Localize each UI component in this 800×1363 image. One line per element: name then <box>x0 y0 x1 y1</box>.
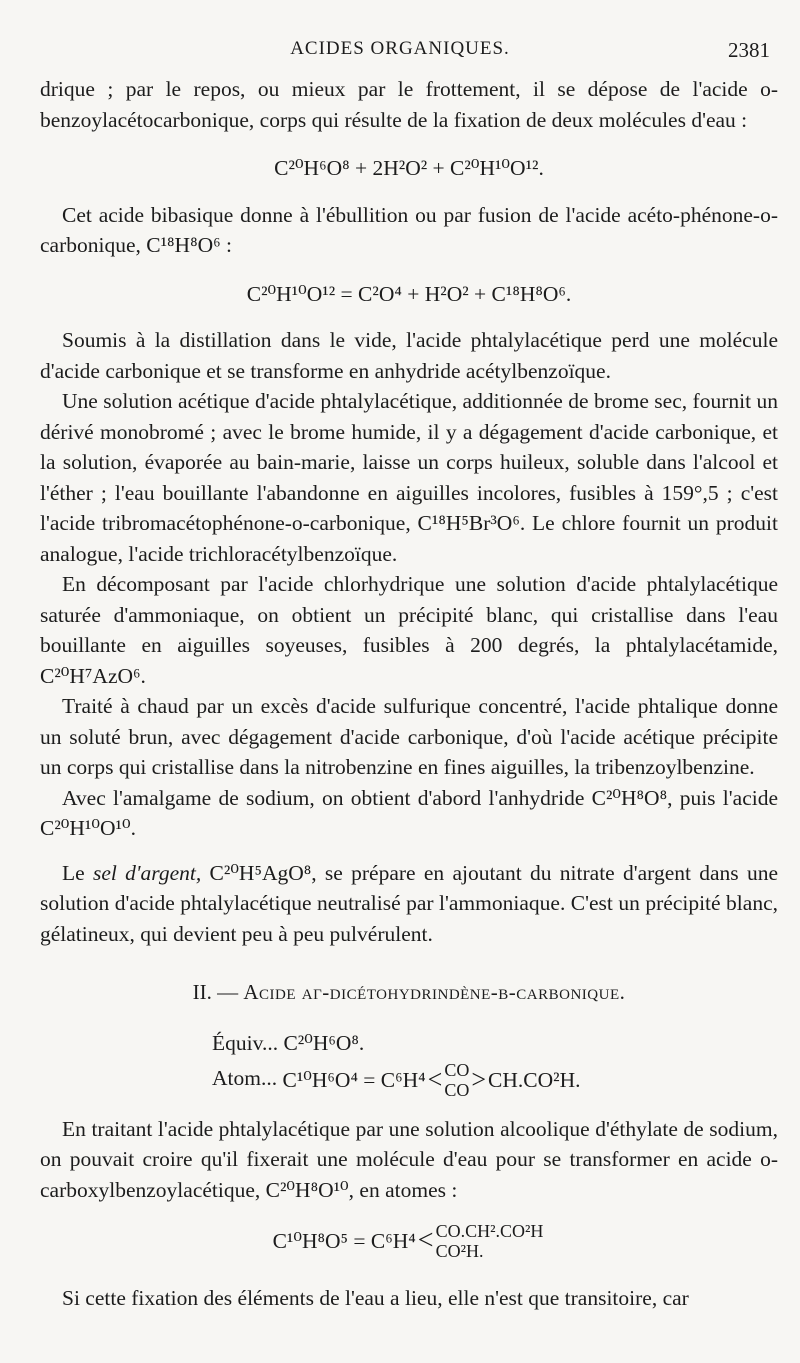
page-body <box>40 74 778 1314</box>
section-title: Acide αγ-dicétohydrindène-β-carbonique. <box>243 980 626 1004</box>
paragraph-2: Cet acide bibasique donne à l'ébullition ou par fusion de l'acide acéto-phénone-o-carbonique, C¹⁸H⁸O⁶ : <box>40 202 778 257</box>
equiv-line <box>212 1026 778 1060</box>
paragraph-7: Avec l'amalgame de sodium, on obtient d'abord l'anhydride C²⁰H⁸O⁸, puis l'acide C²⁰H¹⁰O¹⁰. <box>40 785 778 840</box>
paragraph-9: En traitant l'acide phtalylacétique par une solution alcoolique d'éthylate de sodium, on pouvait croire qu'il fixerait une molécule d'eau pour se transformer en acide o-carboxylbenzoylacétique, C²⁰H⁸O¹⁰, en atomes : <box>40 1116 778 1202</box>
right-angle-icon: > <box>471 1064 487 1094</box>
co-bottom: CO <box>444 1079 470 1100</box>
left-angle-icon: < <box>427 1064 443 1094</box>
running-title: ACIDES ORGANIQUES. <box>290 38 510 59</box>
eq3-left: C¹⁰H⁸O⁵ = C⁶H⁴ <box>272 1228 416 1253</box>
eq3-top: CO.CH².CO²H <box>435 1221 544 1241</box>
paragraph-1: drique ; par le repos, ou mieux par le frottement, il se dépose de l'acide o-benzoylacétocarbonique, corps qui résulte de la fixation de deux molécules d'eau : <box>40 77 778 132</box>
eq3-stack <box>436 1221 544 1261</box>
eq3-bottom: CO²H. <box>435 1241 484 1261</box>
paragraph-5: En décomposant par l'acide chlorhydrique une solution d'acide phtalylacétique saturée d'ammoniaque, on obtient un précipité blanc, qui cristallise dans l'eau bouillante en aiguilles soyeuses, fusibles à 200 degrés, la phtalylacétamide, C²⁰H⁷AzO⁶. <box>40 572 778 688</box>
atom-label: Atom... <box>212 1065 278 1090</box>
equiv-formula: C²⁰H⁶O⁸. <box>283 1030 365 1055</box>
atom-line <box>212 1060 778 1100</box>
equation-1: C²⁰H⁶O⁸ + 2H²O² + C²⁰H¹⁰O¹². <box>274 156 544 180</box>
section-heading <box>40 977 778 1008</box>
paragraph-3: Soumis à la distillation dans le vide, l'acide phtalylacétique perd une molécule d'acide carbonique et se transforme en anhydride acétylbenzoïque. <box>40 328 778 383</box>
atom-formula-left: C¹⁰H⁶O⁴ = C⁶H⁴ <box>282 1067 426 1092</box>
section-number: II. — <box>192 980 239 1004</box>
paragraph-8 <box>40 858 778 950</box>
paragraph-10: Si cette fixation des éléments de l'eau a lieu, elle n'est que transitoire, car <box>62 1286 689 1310</box>
p8-italic: sel d'argent, <box>92 860 202 885</box>
co-stack <box>444 1060 469 1100</box>
equation-3 <box>40 1221 778 1261</box>
left-angle-icon: < <box>417 1224 434 1256</box>
co-top: CO <box>444 1059 470 1080</box>
page-header <box>0 38 800 68</box>
atom-formula-right: CH.CO²H. <box>488 1067 581 1092</box>
page-number: 2381 <box>728 38 770 62</box>
paragraph-6: Traité à chaud par un excès d'acide sulfurique concentré, l'acide phtalique donne un soluté brun, avec dégagement d'acide carbonique, d'où l'acide acétique précipite un corps qui cristallise dans la nitrobenzine en fines aiguilles, la tribenzoylbenzine. <box>40 694 778 779</box>
paragraph-4: Une solution acétique d'acide phtalylacétique, additionnée de brome sec, fournit un dérivé monobromé ; avec le brome humide, il y a dégagement d'acide carbonique, et la solution, évaporée au bain-marie, laisse un corps huileux, soluble dans l'alcool et l'éther ; l'eau bouillante l'abandonne en aiguilles incolores, fusibles à 159°,5 ; c'est l'acide tribromacétophénone-o-carbonique, C¹⁸H⁵Br³O⁶. Le chlore fournit un produit analogue, l'acide trichloracétylbenzoïque. <box>40 389 778 566</box>
equiv-label: Équiv... <box>212 1030 279 1055</box>
equation-2: C²⁰H¹⁰O¹² = C²O⁴ + H²O² + C¹⁸H⁸O⁶. <box>246 281 572 306</box>
p8-rest: C²⁰H⁵AgO⁸, se prépare en ajoutant du nitrate d'argent dans une solution d'acide phtalylacétique neutralisé par l'ammoniaque. C'est un précipité blanc, gélatineux, qui devient peu à peu pulvérulent. <box>40 860 779 946</box>
p8-start: Le <box>62 860 93 885</box>
